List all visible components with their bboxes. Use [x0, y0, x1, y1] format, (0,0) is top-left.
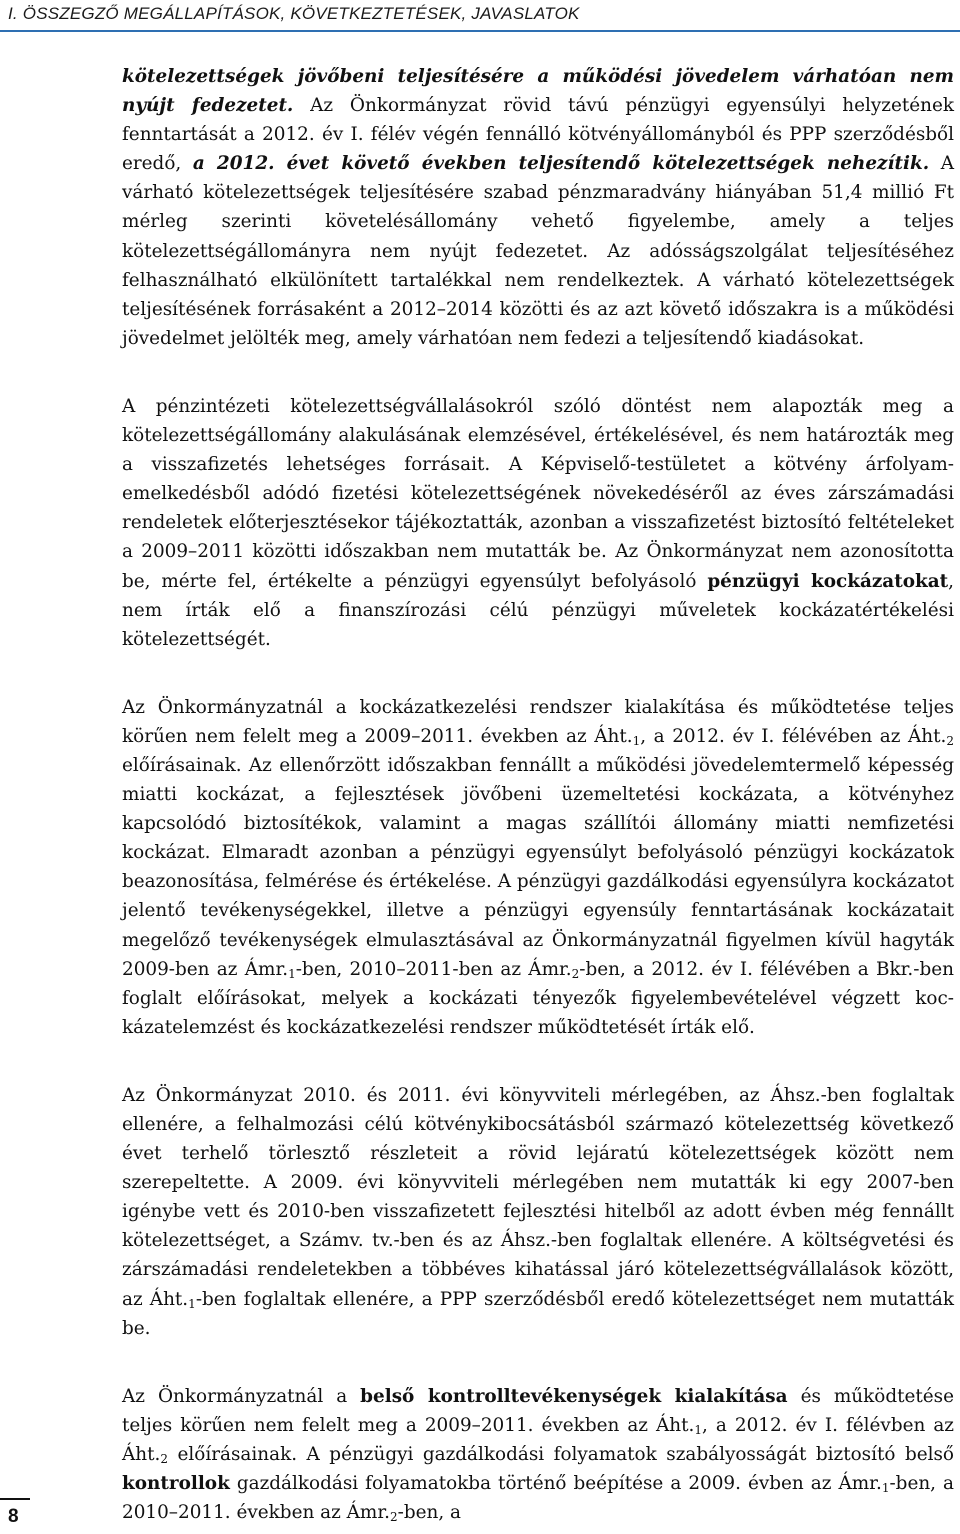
page-number: 8 — [8, 1506, 19, 1527]
page-header — [0, 0, 960, 32]
bold-phrase: kontrollok — [122, 1473, 230, 1495]
text-run: Az Önkormányzatnál a — [122, 1385, 361, 1407]
paragraph — [122, 62, 954, 353]
bold-phrase: belső kontrolltevékenységek kialakítása — [360, 1385, 788, 1407]
text-run: Az Önkormányzat 2010. és 2011. évi könyvviteli mérlegében, az Áhsz.-ben foglaltak ellenére, a felhalmozási célú kötvénykibocsátásból származó kötelezettség következő évet terhelő törlesztő részleteit a rövid lejáratú kötelezettségek között nem szerepeltette. A 2009. évi könyvviteli mérlegében nem mutatták ki egy 2007-ben igénybe vett és 2010-ben visszafizetett fejlesztési hitelből az adott évben még fennállt kötelezettséget, a Számv. tv.-ben és az Áhsz.-ben foglaltak ellenére. A költségvetési és zárszámadási rendeletekben a többéves kihatással járó kötelezettségvállalások között, az Áht. — [122, 1084, 954, 1310]
subscript-index: 2 — [946, 733, 955, 748]
paragraph — [122, 693, 954, 1042]
text-run: Az Önkormányzatnál a kockázatkezelési rendszer kialakítása és működtetése teljes körűen nem felelt meg a 2009–2011. években az Áht. — [122, 696, 954, 747]
text-run: -ben, 2010–2011-ben az Ámr. — [295, 958, 572, 980]
text-run: , nem írták elő a finanszírozási célú pénzügyi műveletek kockázatértékelési kötelezettségét. — [122, 570, 955, 650]
text-run: Az Önkormányzat rövid távú pénzügyi egyensúlyi helyzetének fenntartását a 2012. év I. félév végén fennálló kötvényállományból és PPP szerződésből eredő, — [122, 95, 954, 175]
subscript-index: 2 — [571, 966, 580, 981]
bold-italic-phrase: kötelezettségek jövőbeni teljesítésére a működési jövedelem várhatóan nem nyújt fedezetet. — [122, 66, 954, 117]
paragraph — [122, 1382, 954, 1527]
bold-phrase: pénzügyi kockázatokat — [707, 570, 949, 592]
text-run: gazdálkodási folyamatokba történő beépítése a 2009. évben az Ámr. — [229, 1473, 882, 1495]
text-run: -ben, a — [397, 1502, 461, 1524]
text-run: előírásainak. Az ellenőrzött időszakban fennállt a működési jövedelemtermelő képesség miatti kockázat, a fejlesztések jövőbeni üzemeltetési kockázata, a kötvényhez kapcsolódó biztosítékok, valamint a magas szállítói állomány miatti nemfizetési kockázat. Elmaradt azonban a pénzügyi egyensúlyt befolyásoló pénzügyi kockázatok beazonosítása, felmérése és értékelése. A pénzügyi gazdálkodási egyensúlyra kockázatot jelentő tevékenységekkel, illetve a pénzügyi egyensúly fenntartásának kockázatait megelőző tevékenységek elmulasztásával az Önkormányzatnál figyelmen kívül hagyták 2009-ben az Ámr. — [122, 754, 954, 980]
subscript-index: 2 — [389, 1510, 398, 1525]
paragraph — [122, 1081, 954, 1343]
subscript-index: 1 — [881, 1481, 890, 1496]
text-run: -ben, a 2012. év I. félévében a Bkr.-ben foglalt előírásokat, melyek a kockázati tényezők figyelembevételével végzett kockázatelemzést és kockázatkezelési rendszer működtetését írták elő. — [122, 958, 954, 1038]
text-run: -ben foglaltak ellenére, a PPP szerződésből eredő kötelezettséget nem mutatták be. — [122, 1288, 954, 1339]
subscript-index: 1 — [632, 733, 641, 748]
subscript-index: 2 — [160, 1451, 169, 1466]
chapter-title: I. ÖSSZEGZŐ MEGÁLLAPÍTÁSOK, KÖVETKEZTETÉSEK, JAVASLATOK — [8, 4, 580, 23]
subscript-index: 1 — [288, 966, 296, 981]
footer-divider — [0, 1498, 30, 1500]
text-run: A pénzintézeti kötelezettségvállalásokról szóló döntést nem alapozták meg a kötelezettségállomány alakulásának elemzésével, értékelésével, és nem határozták meg a visszafizetés lehetséges forrásait. A Képviselő-testületet a kötvény árfolyam-emelkedésből adódó fizetési kötelezettségének növekedéséről az éves zárszámadási rendeletek előterjesztésekor tájékoztatták, azonban a visszafizetést biztosító feltételeket a 2009–2011 közötti időszakban nem mutatták be. Az Önkormányzat nem azonosította be, mérte fel, értékelte a pénzügyi egyensúlyt befolyásoló — [122, 395, 954, 592]
text-run: , a 2012. év I. félévben az Áht. — [122, 1414, 954, 1465]
text-run: előírásainak. A pénzügyi gazdálkodási folyamatok szabályosságát biztosító belső — [168, 1443, 954, 1465]
paragraph — [122, 392, 954, 654]
text-run: és működtetése teljes körűen nem felelt meg a 2009–2011. években az Áht. — [122, 1385, 955, 1436]
text-run: -ben, a 2010–2011. években az Ámr. — [122, 1473, 955, 1524]
text-run: A várható kötelezettségek teljesítésére szabad pénzmaradvány hiányában 51,4 millió Ft mérleg szerinti követelésállomány vehető figyelembe, amely a teljes kötelezettségállományra nem nyújt fedezetet. Az adósságszolgálat teljesítéséhez felhasználható elkülönített tartalékkal nem rendelkeztek. A várható kötelezettségek teljesítésének forrásaként a 2012–2014 közötti és az azt követő időszakra is a működési jövedelmet jelölték meg, amely várhatóan nem fedezi a teljesítendő kiadásokat. — [122, 153, 954, 349]
subscript-index: 1 — [188, 1296, 196, 1311]
body-text — [122, 62, 954, 1527]
text-run: , a 2012. év I. félévében az Áht. — [640, 725, 947, 747]
bold-italic-phrase: a 2012. évet követő években teljesítendő kötelezettségek nehezítik. — [192, 153, 930, 175]
subscript-index: 1 — [694, 1422, 703, 1437]
